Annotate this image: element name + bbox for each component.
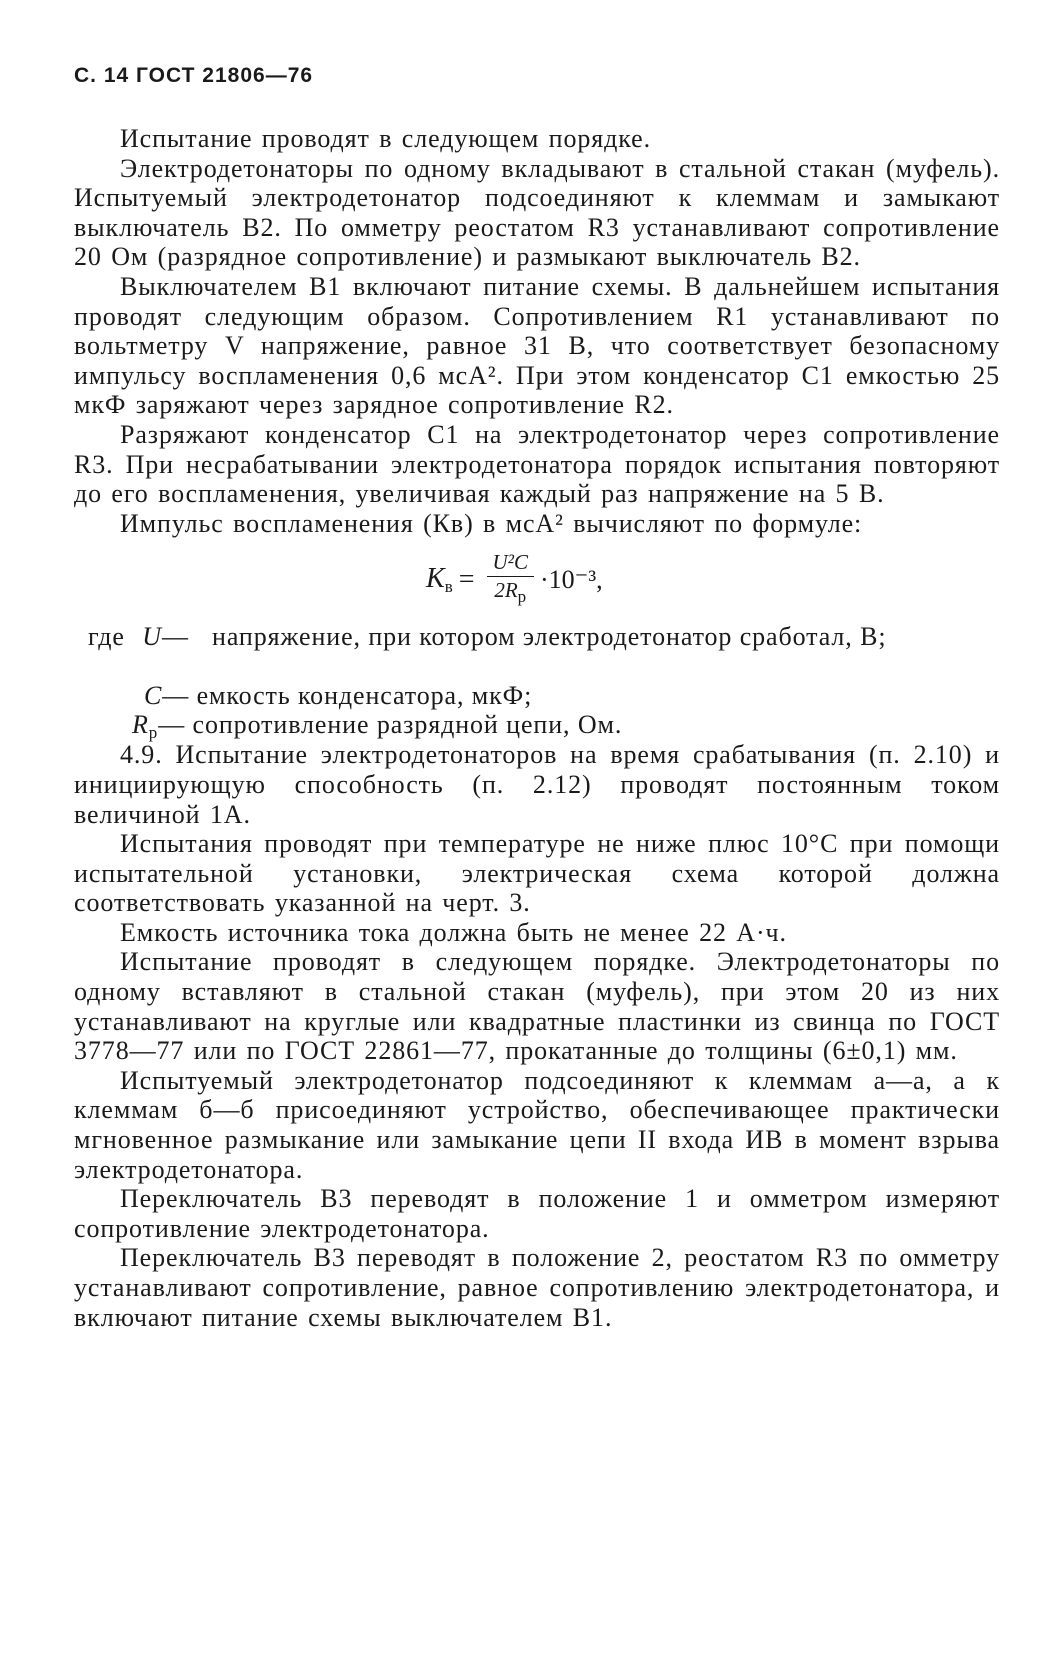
- paragraph: Электродетонаторы по одному вкладывают в стальной стакан (муфель). Испытуемый электродетонатор подсоединяют к клеммам и замыкают выключатель В2. По омметру реостатом R3 устанавливают сопротивление 20 Ом (разрядное сопротивление) и размыкают выключатель В2.: [74, 153, 1000, 272]
- paragraph: Выключателем В1 включают питание схемы. В дальнейшем испытания проводят следующим образом. Сопротивлением R1 устанавливают по вольтметру V напряжение, равное 31 В, что соответствует безопасному импульсу воспламенения 0,6 мсА². При этом конденсатор С1 емкостью 25 мкФ заряжают через зарядное сопротивление R2.: [74, 271, 1000, 420]
- paragraph: Испытание проводят в следующем порядке. Электродетонаторы по одному вставляют в стальной стакан (муфель), при этом 20 из них устанавливают на круглые или квадратные пластинки из свинца по ГОСТ 3778—77 или по ГОСТ 22861—77, прокатанные до толщины (6±0,1) мм.: [74, 947, 1000, 1066]
- legend-term: С: [144, 681, 163, 711]
- legend-term: $R_р$: [132, 710, 159, 743]
- formula-fraction: [487, 550, 534, 610]
- legend-row: где U—: [88, 622, 189, 652]
- legend-text: емкость конденсатора, мкФ;: [196, 681, 533, 711]
- legend-text: сопротивление разрядной цепи, Ом.: [192, 710, 623, 740]
- paragraph: Разряжают конденсатор С1 на электродетонатор через сопротивление R3. При несрабатывании электродетонатора порядок испытания повторяют до его воспламенения, увеличивая каждый раз напряжение на 5 В.: [74, 419, 1000, 509]
- formula-denominator: $2R_р$: [494, 578, 527, 607]
- formula-multiplier: ·10⁻³,: [539, 565, 603, 595]
- paragraph: Емкость источника тока должна быть не менее 22 А·ч.: [120, 917, 787, 947]
- legend-term: U: [142, 622, 162, 652]
- formula-equals: =: [458, 564, 475, 596]
- formula: [74, 538, 1000, 622]
- legend-lead: где: [88, 622, 125, 652]
- legend-text: напряжение, при котором электродетонатор сработал, В;: [212, 622, 887, 652]
- paragraph: Испытания проводят при температуре не ниже плюс 10°С при помощи испытательной установки, электрическая схема которой должна соответствовать указанной на черт. 3.: [74, 829, 1000, 918]
- formula-numerator: U²C: [487, 550, 534, 577]
- paragraph: Испытуемый электродетонатор подсоединяют к клеммам а—а, а к клеммам б—б присоединяют устройство, обеспечивающее практически мгновенное размыкание или замыкание цепи II входа ИВ в момент взрыва электродетонатора.: [74, 1065, 1000, 1184]
- legend-row: С— емкость конденсатора, мкФ;: [144, 681, 533, 711]
- paragraph: Переключатель В3 переводят в положение 1 и омметром измеряют сопротивление электродетонатора.: [74, 1184, 1000, 1243]
- formula-legend: [74, 622, 1000, 743]
- paragraph: Импульс воспламенения (Кв) в мсА² вычисляют по формуле:: [120, 508, 863, 538]
- paragraph: Испытание проводят в следующем порядке.: [120, 124, 651, 153]
- document-body: [74, 124, 1000, 1332]
- paragraph: 4.9. Испытание электродетонаторов на время срабатывания (п. 2.10) и инициирующую способность (п. 2.12) проводят постоянным током величиной 1А.: [74, 740, 1000, 829]
- page-header: С. 14 ГОСТ 21806—76: [74, 64, 314, 87]
- legend-row: $R_р—$ сопротивление разрядной цепи, Ом.: [132, 710, 623, 743]
- formula-lhs: $K_в$: [426, 563, 453, 597]
- paragraph: Переключатель В3 переводят в положение 2, реостатом R3 по омметру устанавливают сопротивление, равное сопротивлению электродетонатора, и включают питание схемы выключателем В1.: [74, 1243, 1000, 1332]
